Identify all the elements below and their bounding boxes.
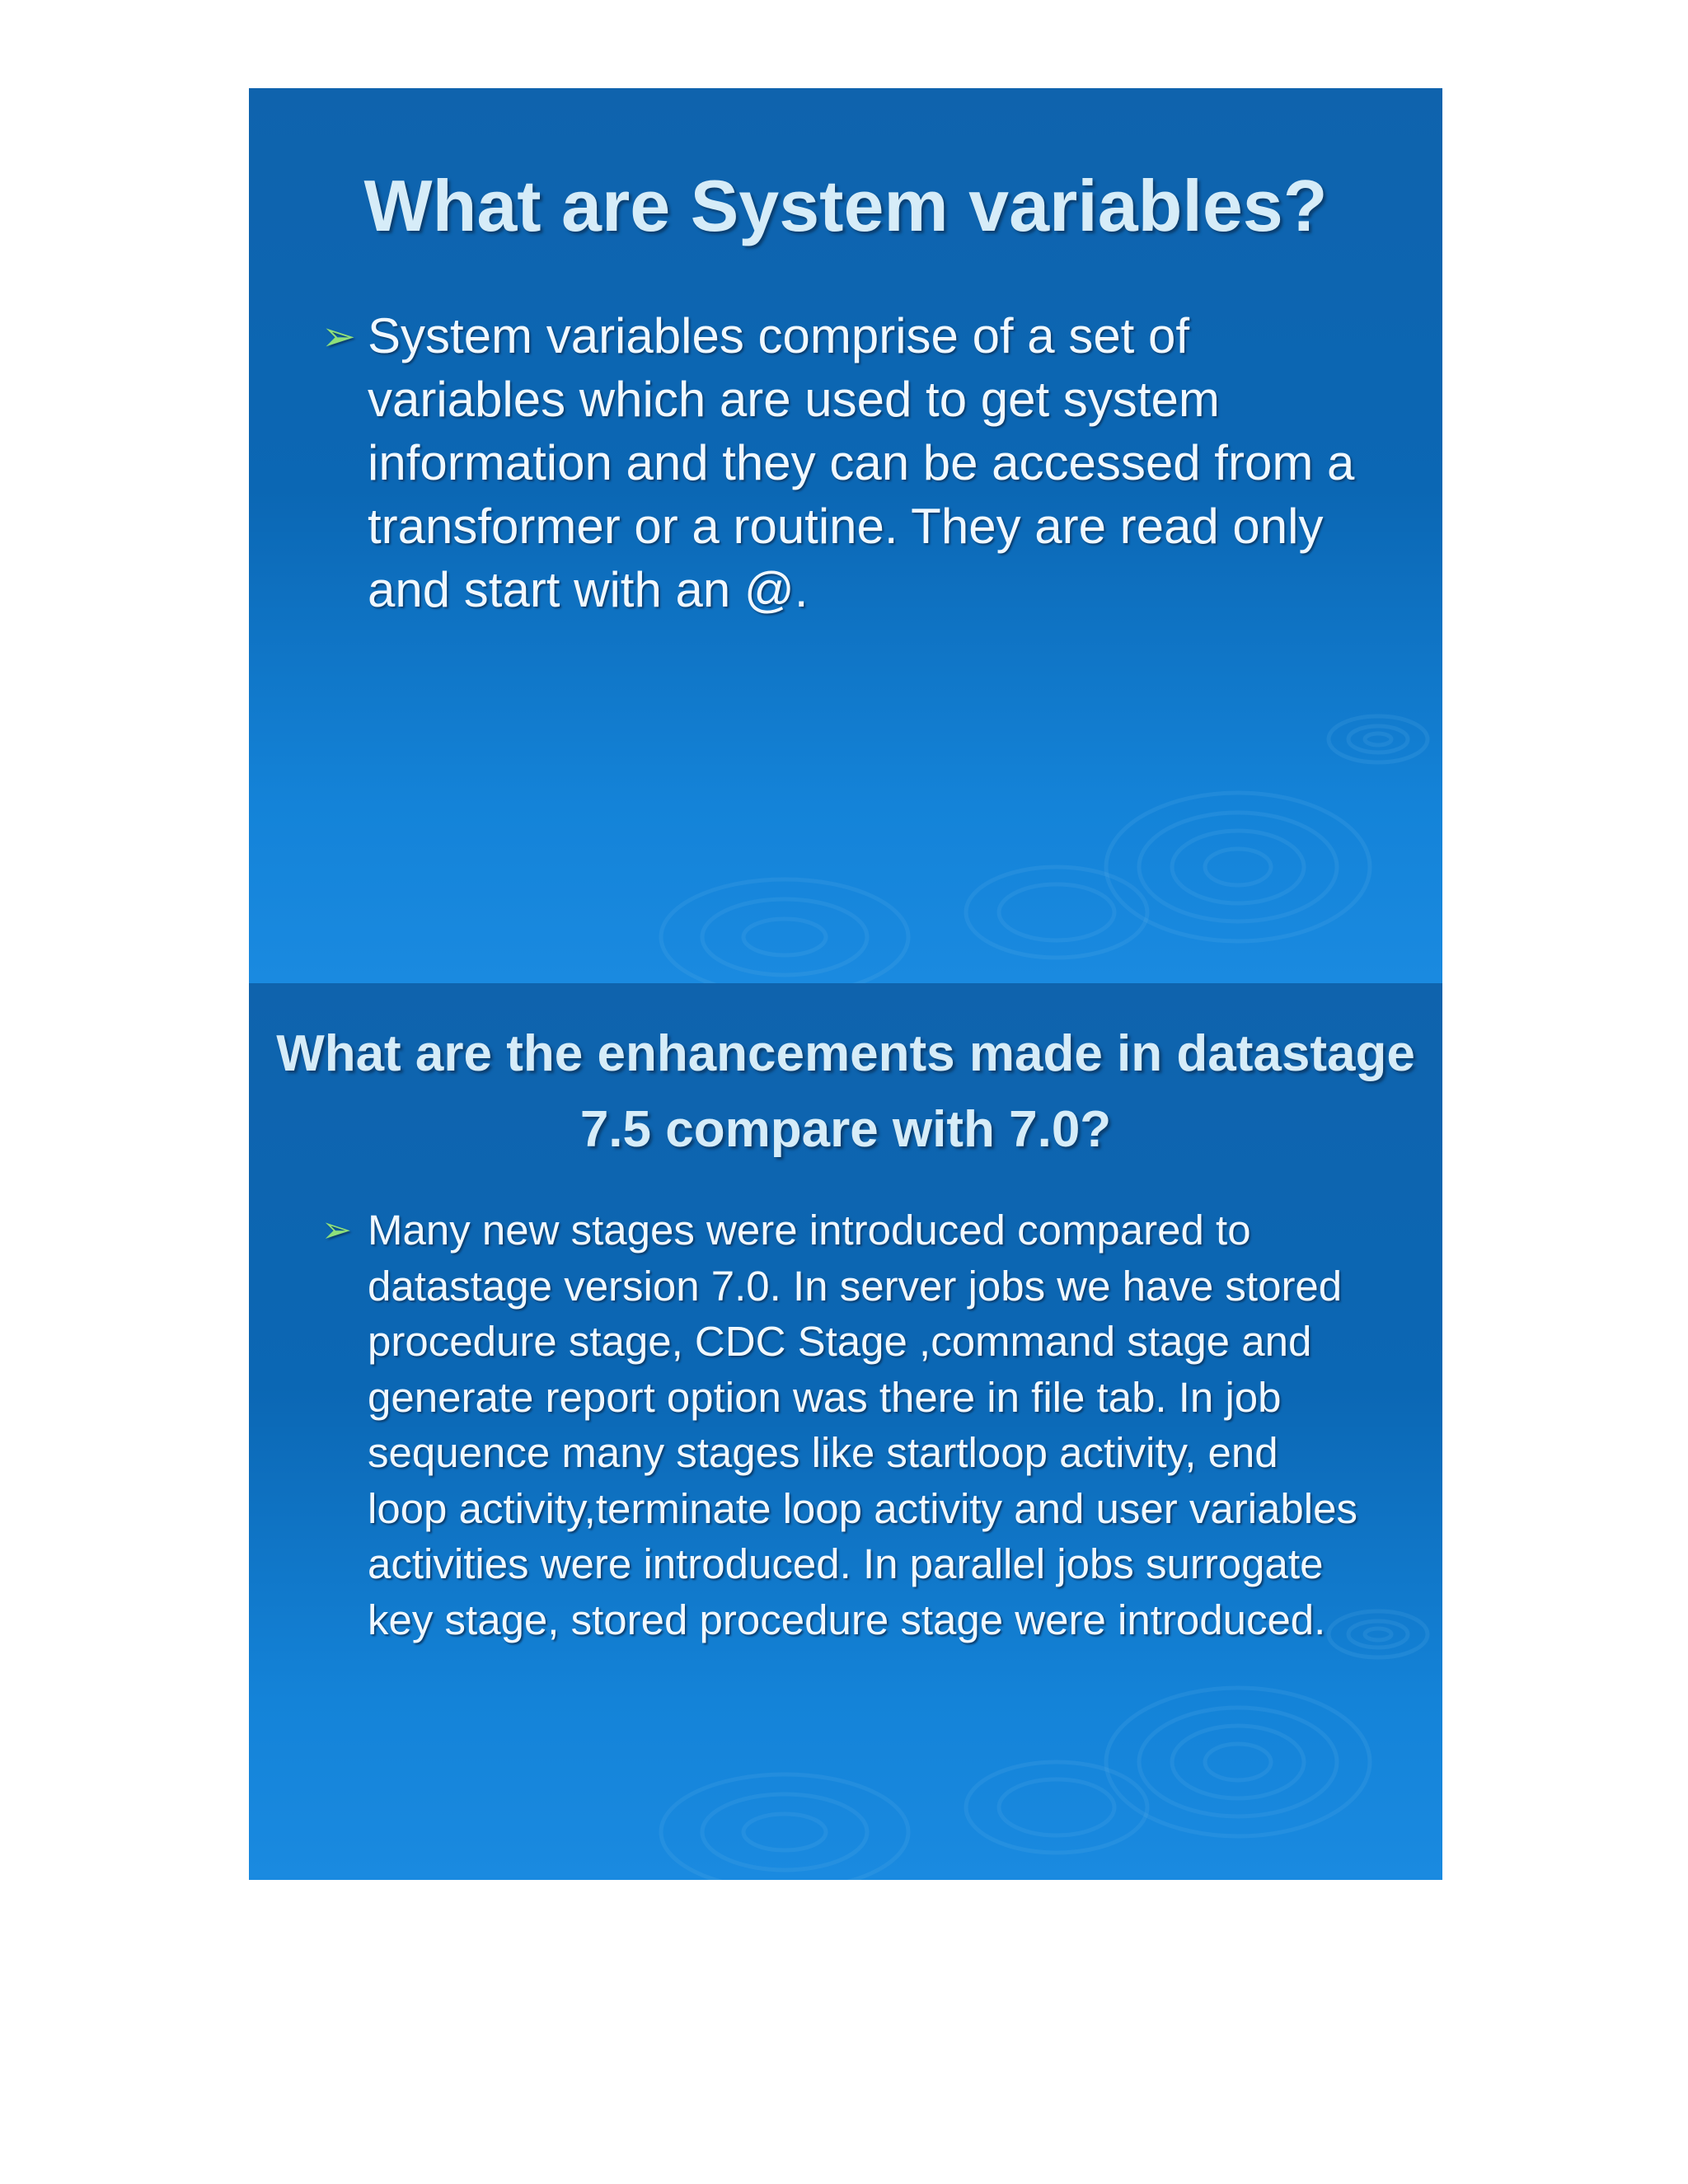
bullet-text: System variables comprise of a set of variables which are used to get system information and they can be accessed from a transformer or a routine. They are read only and start with an @. [368, 308, 1355, 617]
bullet-item [321, 1202, 1360, 1647]
arrow-bullet-icon: ➢ [321, 1210, 352, 1250]
bullet-item [321, 304, 1360, 621]
slide-title: What are System variables? [363, 165, 1328, 246]
slide-system-variables [249, 88, 1442, 985]
arrow-bullet-icon: ➢ [321, 313, 356, 359]
bullet-text: Many new stages were introduced compared to datastage version 7.0. In server jobs we have stored procedure stage, CDC Stage ,command stage and generate report option was there in file tab. In job sequence many stages like startloop activity, end loop activity,terminate loop activity and user variables activities were introduced. In parallel jobs surrogate key stage, stored procedure stage were introduced. [368, 1207, 1357, 1643]
slide-title: What are the enhancements made in datastage 7.5 compare with 7.0? [276, 1025, 1415, 1158]
slide-datastage-enhancements [249, 983, 1442, 1880]
